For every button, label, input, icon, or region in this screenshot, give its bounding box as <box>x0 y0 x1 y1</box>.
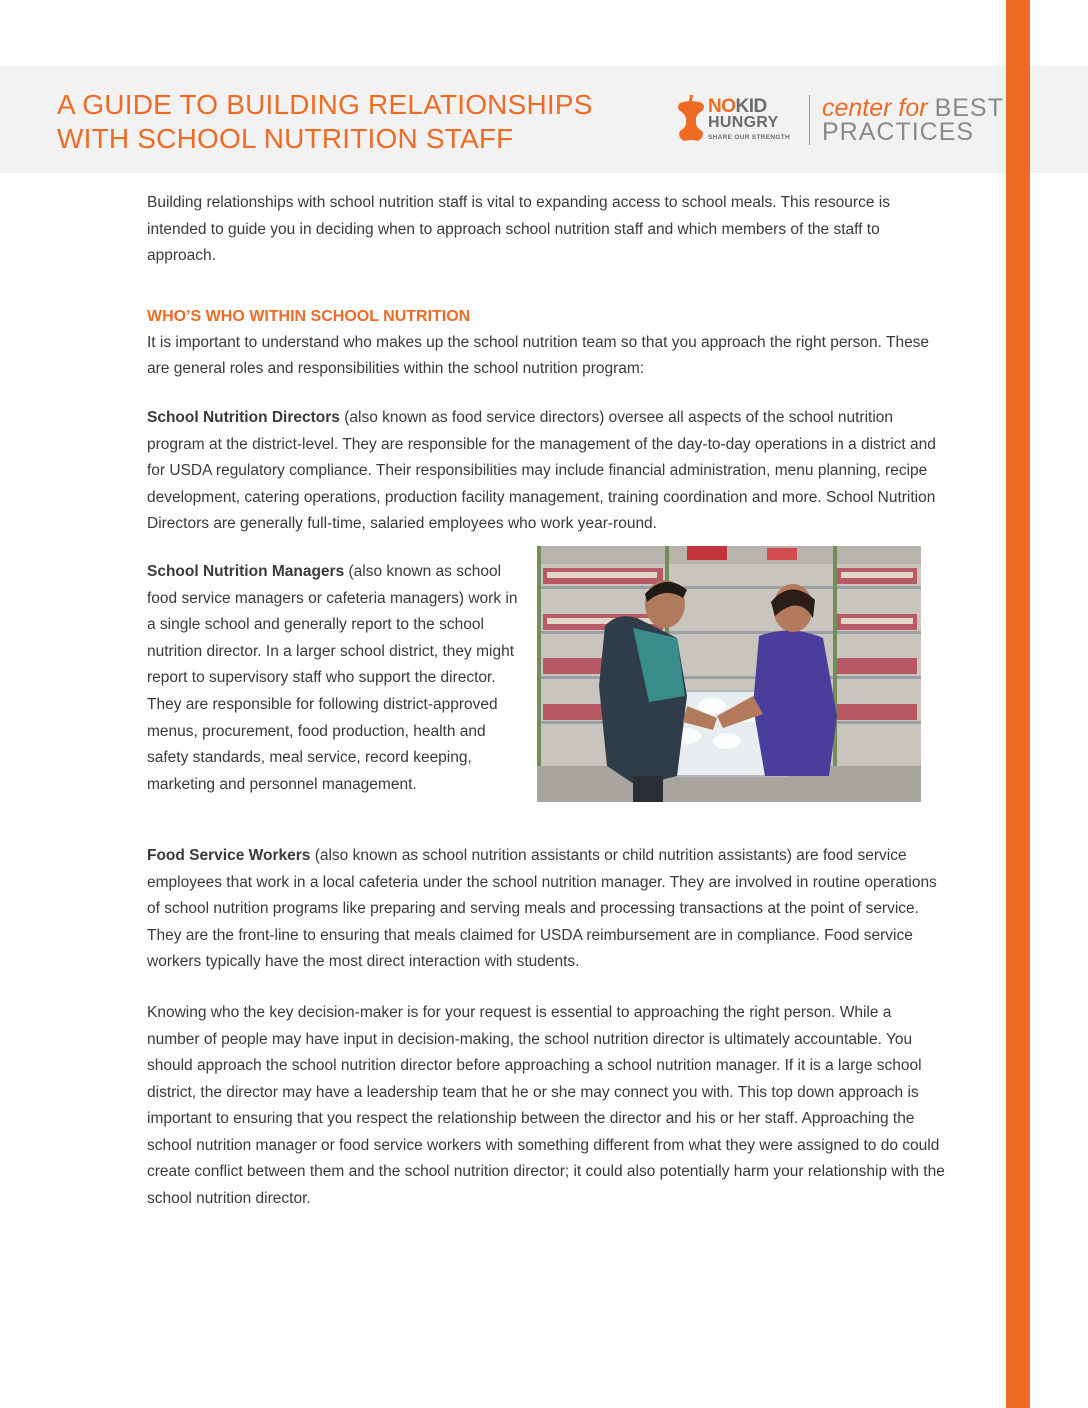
section-intro: It is important to understand who makes up the school nutrition team so that you approach the right person. These are general roles and responsibilities within the school nutrition program: <box>147 333 930 378</box>
cafeteria-photo <box>537 546 921 802</box>
logo-no: NO <box>708 96 736 117</box>
header-band-right <box>1030 66 1088 173</box>
workers-lead: Food Service Workers <box>147 846 311 864</box>
apple-core-icon <box>676 93 706 143</box>
logo-best: BEST <box>934 94 1004 122</box>
logo-practices: PRACTICES <box>822 118 975 146</box>
intro-paragraph: Building relationships with school nutrition staff is vital to expanding access to school meals. This resource is intended to guide you in deciding when to approach school nutrition staff and which members of the staff to approach. <box>147 194 890 265</box>
closing-paragraph: Knowing who the key decision-maker is for your request is essential to approaching the right person. While a number of people may have input in decision-making, the school nutrition director is ultimately accountable. You should approach the school nutrition director before approaching a school nutrition manager. If it is a large school district, the director may have a leadership team that he or she may connect you with. This top down approach is important to ensuring that you respect the relationship between the director and his or her staff. Approaching the school nutrition manager or food service workers with something different from what they were assigned to do could create conflict between them and the school nutrition director; it could also potentially harm your relationship with the school nutrition director. <box>147 1003 945 1208</box>
logo-hungry: HUNGRY <box>708 114 779 131</box>
section-heading: WHO’S WHO WITHIN SCHOOL NUTRITION <box>147 307 471 325</box>
managers-section <box>147 559 947 819</box>
workers-paragraph <box>147 843 947 976</box>
directors-lead: School Nutrition Directors <box>147 408 340 426</box>
managers-lead: School Nutrition Managers <box>147 562 345 580</box>
logo-center-for: center for <box>822 94 928 122</box>
cafeteria-photo-illustration <box>537 546 921 802</box>
logo <box>676 93 1004 149</box>
title-line-2: WITH SCHOOL NUTRITION STAFF <box>57 123 514 154</box>
managers-paragraph <box>147 559 523 798</box>
directors-paragraph <box>147 405 947 538</box>
workers-text: (also known as school nutrition assistants or child nutrition assistants) are food service employees that work in a local cafeteria under the school nutrition manager. They are involved in routine operations of school nutrition programs like preparing and serving meals and processing transactions at the point of service. They are the front-line to ensuring that meals claimed for USDA reimbursement are in compliance. Food service workers typically have the most direct interaction with students. <box>147 846 937 971</box>
managers-text: (also known as school food service managers or cafeteria managers) work in a single school and generally report to the school nutrition director. In a larger school district, they might report to supervisory staff who support the director. They are responsible for following district-approved menus, procurement, food production, health and safety standards, meal service, record keeping, marketing and personnel management. <box>147 562 518 793</box>
logo-kid: KID <box>735 96 767 117</box>
logo-nokid <box>708 98 767 115</box>
logo-divider <box>809 95 810 145</box>
right-accent-bar <box>1006 0 1030 1408</box>
title-line-1: A GUIDE TO BUILDING RELATIONSHIPS <box>57 89 593 120</box>
logo-tagline: SHARE OUR STRENGTH <box>708 134 790 141</box>
page-title <box>57 88 593 156</box>
directors-text: (also known as food service directors) oversee all aspects of the school nutrition program at the district-level. They are responsible for the management of the day-to-day operations in a district and for USDA regulatory compliance. Their responsibilities may include financial administration, menu planning, recipe development, catering operations, production facility management, training coordination and more. School Nutrition Directors are generally full-time, salaried employees who work year-round. <box>147 408 936 533</box>
document-body <box>147 190 947 1213</box>
logo-center-for-best <box>822 94 1004 122</box>
